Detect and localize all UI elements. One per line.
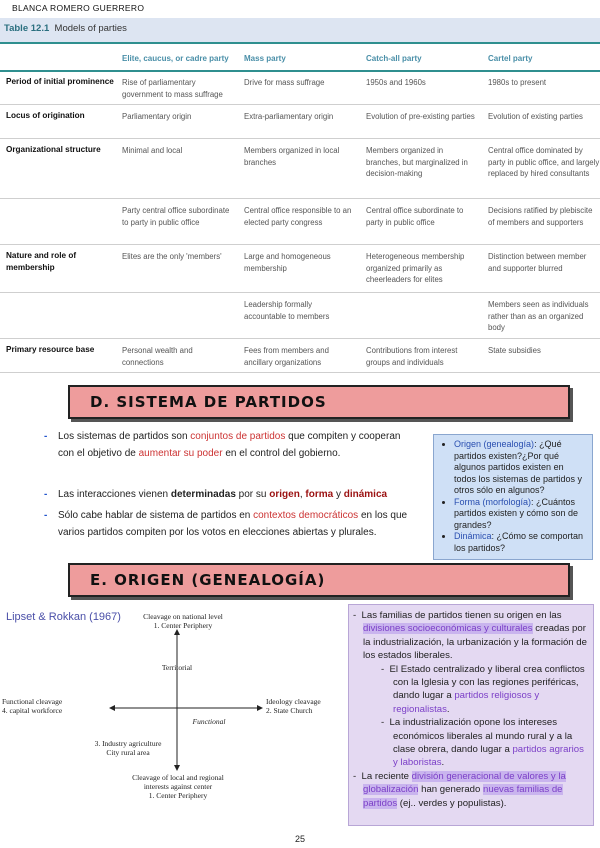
table-cell: Heterogeneous membership organized primarily as cheerleaders for elites [366,252,465,284]
row-label: Primary resource base [6,345,95,354]
industry-label: 3. Industry agriculture [94,739,162,748]
section-heading-d [68,385,570,419]
table-cell: Evolution of pre-existing parties [366,112,475,121]
row-label: Locus of origination [6,111,85,120]
list-item: - Las familias de partidos tienen su origen en las divisiones socioeconómicas y culturales creadas por la industrialización, la urbanización y la formación de los estados liberales. [353,610,587,662]
table-cell: Central office subordinate to party in public office [366,206,464,227]
table-cell: Drive for mass suffrage [244,78,325,87]
section-heading-e [68,563,570,597]
right-label: Ideology cleavage [266,697,321,706]
author-name: BLANCA ROMERO GUERRERO [12,3,145,13]
bullet-dash: - [44,489,48,500]
functional-label: Functional [192,717,226,726]
list-item: - El Estado centralizado y liberal crea conflictos con la Iglesia y con las regiones periféricas, dando lugar a partidos religiosos y regionalistas. [381,663,585,715]
table-cell: Members seen as individuals rather than as an organized body [488,300,589,332]
table-title: Models of parties [54,23,127,34]
section-title: D. SISTEMA DE PARTIDOS [90,393,327,411]
top-label: 1. Center Periphery [153,621,213,630]
table-cell: Elites are the only 'members' [122,252,222,261]
table-cell: Minimal and local [122,146,183,155]
right-label: 2. State Church [266,706,313,715]
table-cell: Parliamentary origin [122,112,192,121]
table-cell: Evolution of existing parties [488,112,583,121]
table-cell: Rise of parliamentary government to mass suffrage [122,78,223,99]
page-number: 25 [294,834,305,844]
row-label: Nature and role of membership [6,251,77,272]
table-cell: 1980s to present [488,78,547,87]
list-item [44,486,414,503]
table-cell: Large and homogeneous membership [244,252,331,273]
table-cell: Extra-parliamentary origin [244,112,334,121]
table-cell: Contributions from interest groups and individuals [366,346,458,367]
left-label: 4. capital workforce [2,706,63,715]
list-item [44,507,414,541]
bullet-dash: - [44,431,48,442]
questions-box [433,434,593,560]
column-header: Cartel party [488,54,533,63]
diagram-caption: Lipset & Rokkan (1967) [6,611,121,623]
table-cell: State subsidies [488,346,541,355]
column-header: Elite, caucus, or cadre party [122,54,229,63]
row-label: Period of initial prominence [6,77,114,86]
table-cell: Members organized in local branches [244,146,340,167]
territorial-label: Territorial [161,663,193,672]
left-label: Functional cleavage [2,697,63,706]
divider [0,138,600,139]
table-cell: Personal wealth and connections [122,346,193,367]
table-number: Table 12.1 [4,23,50,34]
list-item: - La reciente división generacional de valores y la globalización han generado nuevas familias de partidos (ej.. verdes y populistas). [353,770,566,809]
cleavage-diagram [0,610,345,815]
divider [0,372,600,373]
column-header: Catch-all party [366,54,422,63]
list-item [44,428,414,462]
divider [0,104,600,105]
bullet-text: Las interacciones vienen determinadas por su origen, forma y dinámica [58,489,388,500]
table-cell: 1950s and 1960s [366,78,426,87]
row-label: Organizational structure [6,145,101,154]
list-item: • Origen (genealogía): ¿Qué partidos existen?¿Por qué algunos partidos existen en todos los sistemas de partidos y otros sólo en algunos? [454,439,586,497]
table-cell: Party central office subordinate to party in public office [122,206,230,227]
table-cell: Distinction between member and supporter blurred [488,252,587,273]
table-cell: Decisions ratified by plebiscite of members and supporters [488,206,593,227]
table-cell: Members organized in branches, but marginalized in decision-making [366,146,468,178]
section-title: E. ORIGEN (GENEALOGÍA) [90,571,326,589]
table-cell: Central office dominated by party in public office, and largely replaced by hired consultants [488,146,600,178]
divider [0,338,600,339]
list-item: - La industrialización opone los intereses económicos liberales al mundo rural y a la clase obrera, dando lugar a partidos agrarios y laboristas. [381,717,584,769]
bottom-label: interests against center [143,782,213,791]
bullet-dash: - [44,510,48,521]
table-title-bar [0,18,600,44]
column-header: Mass party [244,54,286,63]
list-item: • Forma (morfología): ¿Cuántos partidos existen y cómo son de grandes? [454,497,586,532]
models-of-parties-table [0,18,600,374]
divider [0,292,600,293]
divider [0,244,600,245]
industry-label: City rural area [106,748,150,757]
table-cell: Leadership formally accountable to members [244,300,330,321]
table-cell: Fees from members and ancillary organizations [244,346,329,367]
divider [0,198,600,199]
table-cell: Central office responsible to an elected party congress [244,206,352,227]
top-label: Cleavage on national level [143,612,223,621]
table-caption [4,23,127,34]
bottom-label: Cleavage of local and regional [132,773,224,782]
bottom-label: 1. Center Periphery [148,791,208,800]
genealogy-box [348,604,594,826]
bullet-text: Sólo cabe hablar de sistema de partidos en contextos democráticos en los que varios partidos compiten por los votos en elecciones abiertas y plurales. [58,510,408,538]
list-item: • Dinámica: ¿Cómo se comportan los partidos? [454,531,586,554]
divider [0,70,600,72]
bullet-text: Los sistemas de partidos son conjuntos de partidos que compiten y cooperan con el objetivo de aumentar su poder en el control del gobierno. [58,431,401,459]
